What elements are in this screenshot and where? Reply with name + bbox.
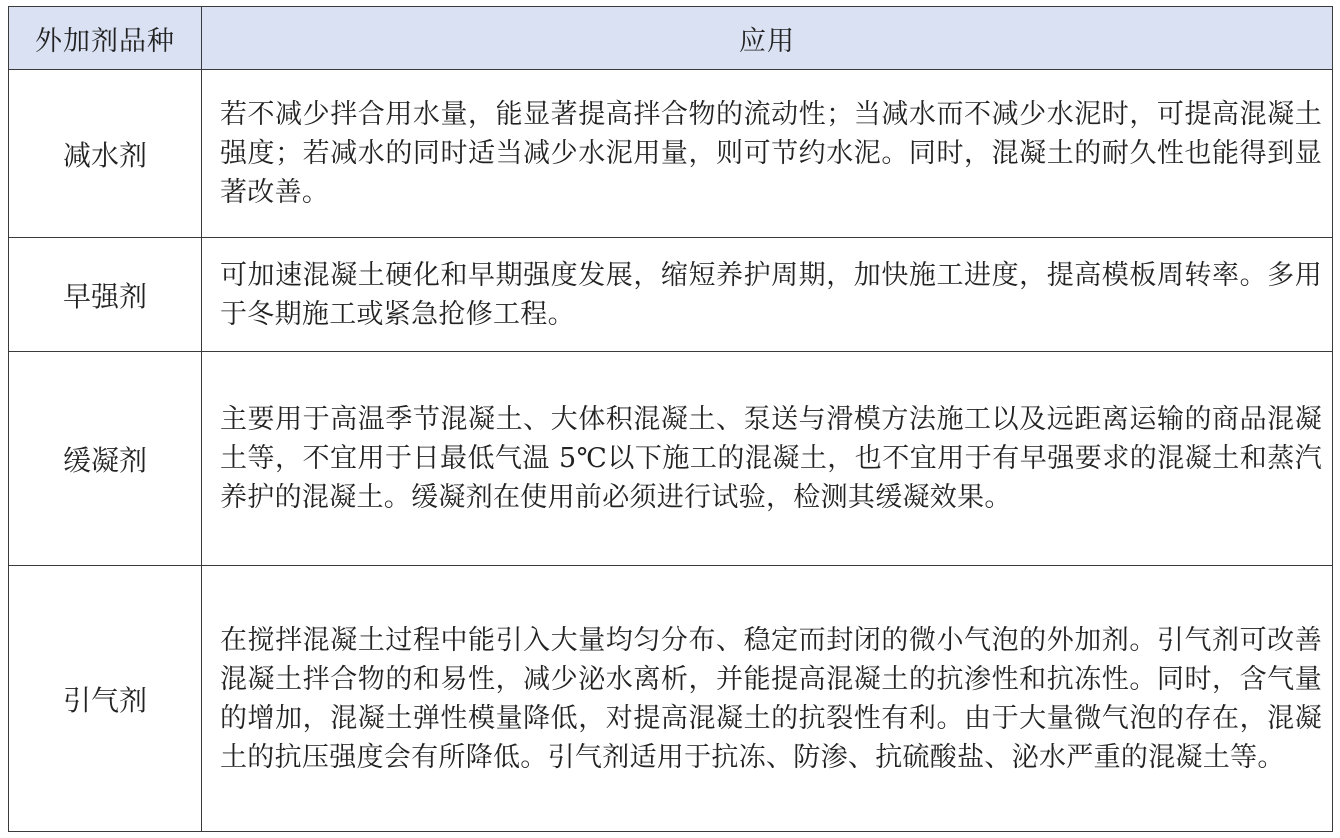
row-application: 主要用于高温季节混凝土、大体积混凝土、泵送与滑模方法施工以及远距离运输的商品混凝土等，不宜用于日最低气温 5℃以下施工的混凝土，也不宜用于有早强要求的混凝土和蒸汽养护的混凝土。缓凝剂在使用前必须进行试验，检测其缓凝效果。 xyxy=(202,352,1333,566)
row-application: 在搅拌混凝土过程中能引入大量均匀分布、稳定而封闭的微小气泡的外加剂。引气剂可改善混凝土拌合物的和易性，减少泌水离析，并能提高混凝土的抗渗性和抗冻性。同时，含气量的增加，混凝土弹性模量降低，对提高混凝土的抗裂性有利。由于大量微气泡的存在，混凝土的抗压强度会有所降低。引气剂适用于抗冻、防渗、抗硫酸盐、泌水严重的混凝土等。 xyxy=(202,566,1333,832)
row-kind: 缓凝剂 xyxy=(9,352,202,566)
table-row xyxy=(9,70,1333,238)
row-kind: 减水剂 xyxy=(9,70,202,238)
table-row xyxy=(9,238,1333,352)
row-application: 可加速混凝土硬化和早期强度发展，缩短养护周期，加快施工进度，提高模板周转率。多用于冬期施工或紧急抢修工程。 xyxy=(202,238,1333,352)
row-kind: 引气剂 xyxy=(9,566,202,832)
table-row xyxy=(9,352,1333,566)
row-kind: 早强剂 xyxy=(9,238,202,352)
table-header-row xyxy=(9,7,1333,70)
header-application: 应用 xyxy=(202,7,1333,70)
row-application: 若不减少拌合用水量，能显著提高拌合物的流动性；当减水而不减少水泥时，可提高混凝土强度；若减水的同时适当减少水泥用量，则可节约水泥。同时，混凝土的耐久性也能得到显著改善。 xyxy=(202,70,1333,238)
table-row xyxy=(9,566,1333,832)
header-kind: 外加剂品种 xyxy=(9,7,202,70)
admixture-table xyxy=(8,6,1333,832)
